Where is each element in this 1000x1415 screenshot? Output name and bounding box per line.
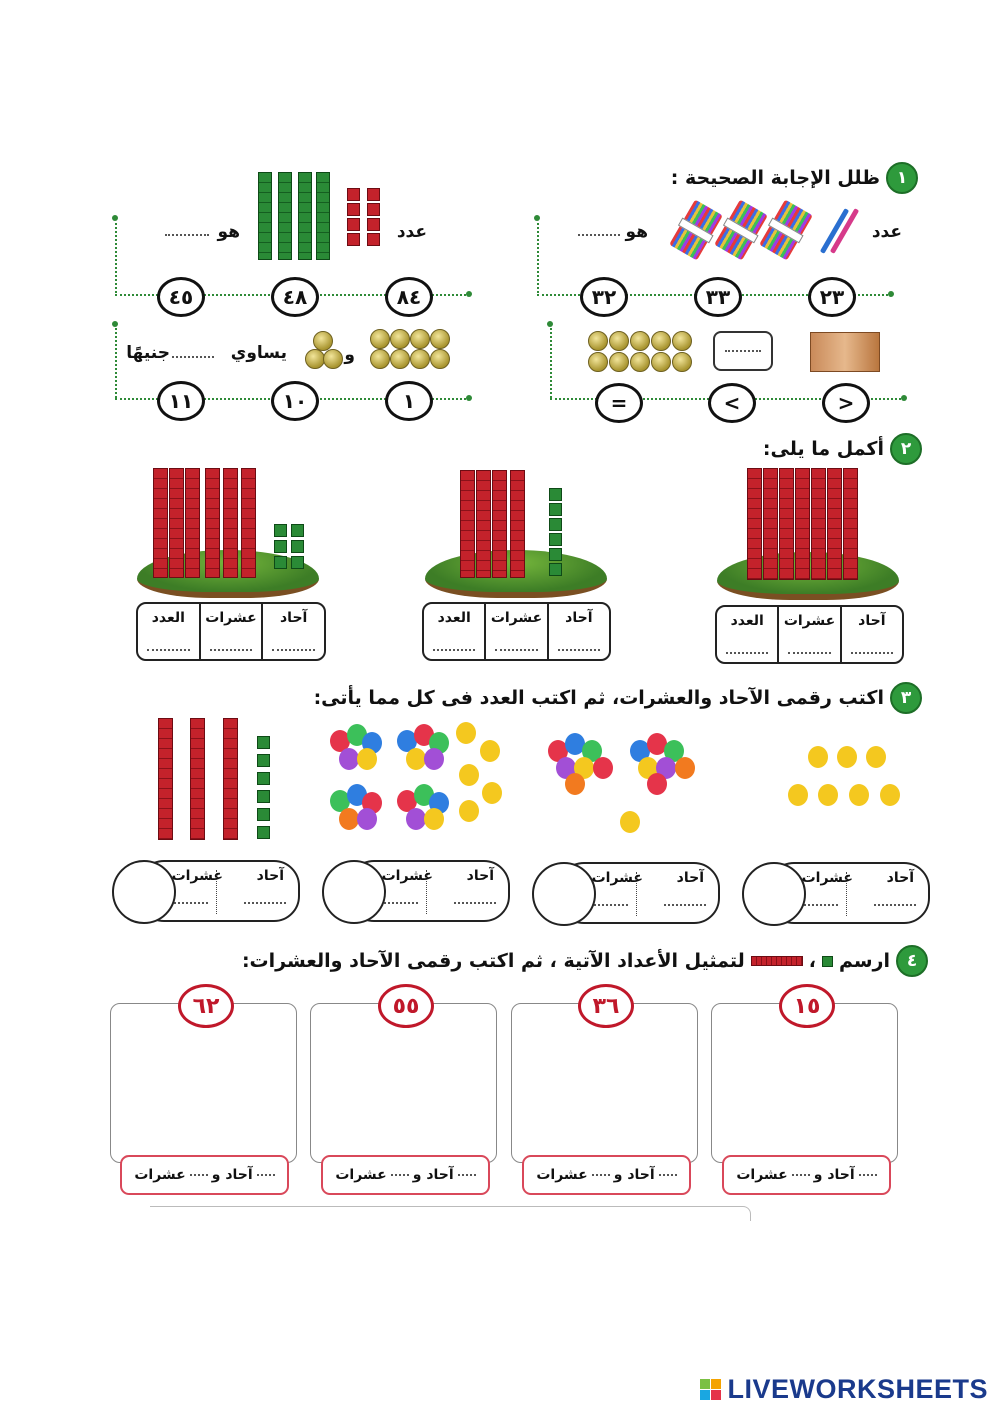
place-value-table [136, 602, 326, 661]
logo-mark-icon [700, 1379, 721, 1400]
section2-title: أكمل ما يلى: [762, 438, 884, 460]
balloon-icon [406, 748, 426, 770]
oval-divider [216, 870, 217, 914]
balloon-icon [459, 800, 479, 822]
q4-answer-blank[interactable] [172, 356, 214, 358]
balloon-icon [808, 746, 828, 768]
q2-connector [115, 218, 117, 293]
q4-dot [112, 321, 118, 327]
ten-rod [223, 468, 238, 578]
q3-dot [547, 321, 553, 327]
q4-connector [115, 324, 117, 398]
ones-input[interactable] [454, 902, 496, 904]
coin-icon [370, 349, 390, 369]
q2-dot-end [466, 291, 472, 297]
unit-cube [367, 218, 380, 231]
unit-cube [367, 233, 380, 246]
tens-input[interactable] [210, 648, 252, 651]
balloon-icon [406, 808, 426, 830]
balloon-icon [675, 757, 695, 779]
ones-cell [840, 607, 902, 662]
balloon-icon [593, 757, 613, 779]
coin-icon [672, 352, 692, 372]
balloon-icon [339, 748, 359, 770]
tens-input[interactable] [190, 1174, 208, 1176]
unit-cube [257, 754, 270, 767]
q4-currency: جنيهًا [126, 343, 170, 363]
balloon-icon [565, 773, 585, 795]
ten-rod [476, 470, 491, 578]
number-input[interactable] [433, 648, 475, 651]
coin-icon [370, 329, 390, 349]
tens-cell [777, 607, 839, 662]
ten-rod [763, 468, 778, 580]
section1-badge: ١ [886, 162, 918, 194]
ten-rod [747, 468, 762, 580]
balloon-icon [788, 784, 808, 806]
unit-cube [367, 203, 380, 216]
balloon-icon [866, 746, 886, 768]
coin-icon [630, 331, 650, 351]
number-header: العدد [730, 613, 764, 629]
coin-icon [430, 349, 450, 369]
q1-dot-end [888, 291, 894, 297]
ten-rod [158, 718, 173, 840]
ten-rod [811, 468, 826, 580]
coin-icon [313, 331, 333, 351]
q3-connector [550, 324, 552, 398]
unit-cube [257, 736, 270, 749]
ten-rod [795, 468, 810, 580]
pencil-bundle-icon [759, 199, 813, 260]
balloon-icon [880, 784, 900, 806]
q3-compare-box[interactable] [713, 331, 773, 371]
unit-cube [549, 488, 562, 501]
ten-rod [460, 470, 475, 578]
unit-cube [347, 218, 360, 231]
ones-input[interactable] [859, 1174, 877, 1176]
q1-dot [534, 215, 540, 221]
ones-input[interactable] [558, 648, 600, 651]
tens-header: عشرات [205, 610, 257, 626]
oval-divider [846, 872, 847, 916]
tens-cell [199, 604, 262, 659]
unit-cube [257, 808, 270, 821]
q3-dot-end [901, 395, 907, 401]
ones-input[interactable] [874, 904, 916, 906]
section3-title: اكتب رقمى الآحاد والعشرات، ثم اكتب العدد فى كل مما يأتى: [313, 687, 884, 709]
balloon-icon [837, 746, 857, 768]
ten-rod [190, 718, 205, 840]
liveworksheets-logo [700, 1374, 988, 1405]
q2-option-3[interactable]: ٤٥ [157, 277, 205, 317]
coin-icon [588, 352, 608, 372]
balloon-icon [357, 808, 377, 830]
unit-cube [291, 556, 304, 569]
q1-prefix: عدد [871, 222, 902, 242]
ten-rod [316, 172, 330, 260]
unit-cube [257, 772, 270, 785]
oval-divider [636, 872, 637, 916]
unit-cube [549, 533, 562, 546]
section4-title-c: لتمثيل الأعداد الآتية ، ثم اكتب رقمى الآحاد والعشرات: [241, 950, 745, 972]
ones-header: آحاد [886, 870, 914, 886]
ten-rod [843, 468, 858, 580]
coin-icon [609, 352, 629, 372]
coin-icon [609, 331, 629, 351]
q3-option-3[interactable]: = [595, 383, 643, 423]
coin-icon [305, 349, 325, 369]
unit-cube [257, 826, 270, 839]
coin-icon [588, 331, 608, 351]
coin-icon [430, 329, 450, 349]
ones-input[interactable] [659, 1174, 677, 1176]
ones-label: آحاد و [613, 1167, 655, 1183]
answer-bar [522, 1155, 691, 1195]
oval-divider [426, 870, 427, 914]
unit-cube [347, 188, 360, 201]
q4-option-3[interactable]: ١١ [157, 381, 205, 421]
ones-input[interactable] [257, 1174, 275, 1176]
balloon-icon [424, 808, 444, 830]
unit-cube [291, 524, 304, 537]
target-number: ٥٥ [378, 984, 434, 1028]
balloon-icon [647, 773, 667, 795]
ten-rod [223, 718, 238, 840]
ones-header: آحاد [256, 868, 284, 884]
ones-header: آحاد [676, 870, 704, 886]
target-number: ١٥ [779, 984, 835, 1028]
balloon-icon [456, 722, 476, 744]
number-cell [138, 604, 199, 659]
unit-cube [274, 540, 287, 553]
unit-cube [549, 548, 562, 561]
brand-name: LIVEWORKSHEETS [727, 1374, 988, 1404]
ten-rod [169, 468, 184, 578]
answer-bar [722, 1155, 891, 1195]
tens-cell [484, 604, 546, 659]
number-header: العدد [437, 610, 471, 626]
tens-header: عشرات [171, 868, 223, 884]
ten-rod [241, 468, 256, 578]
tens-label: عشرات [736, 1167, 788, 1183]
section3-badge: ٣ [890, 682, 922, 714]
balloon-icon [459, 764, 479, 786]
ten-rod [492, 470, 507, 578]
ones-header: آحاد [466, 868, 494, 884]
tens-header: عشرات [490, 610, 543, 626]
q4-equals: يساوي [230, 343, 287, 363]
q1-option-3[interactable]: ٣٢ [580, 277, 628, 317]
q3-blank [725, 350, 761, 352]
ones-cell [547, 604, 609, 659]
coin-icon [672, 331, 692, 351]
tens-label: عشرات [335, 1167, 387, 1183]
coin-icon [410, 329, 430, 349]
q1-option-2[interactable]: ٣٣ [694, 277, 742, 317]
balloon-icon [849, 784, 869, 806]
answer-bar [120, 1155, 289, 1195]
number-answer-circle[interactable] [742, 862, 806, 926]
q4-dot-end [466, 395, 472, 401]
target-number: ٦٢ [178, 984, 234, 1028]
tens-input[interactable] [495, 648, 537, 651]
section1-title: ظلل الإجابة الصحيحة : [670, 167, 880, 189]
ten-rod [185, 468, 200, 578]
ones-input[interactable] [272, 648, 314, 651]
unit-cube [347, 203, 360, 216]
balloon-icon [424, 748, 444, 770]
section1-heading [671, 162, 918, 194]
ones-input[interactable] [851, 651, 893, 654]
tens-label: عشرات [536, 1167, 588, 1183]
cut-off-strip [150, 1206, 751, 1221]
unit-cube [257, 790, 270, 803]
balloon-icon [480, 740, 500, 762]
ten-rod [278, 172, 292, 260]
tens-input[interactable] [592, 1174, 610, 1176]
q3-option-1[interactable]: > [822, 383, 870, 423]
unit-cube [274, 556, 287, 569]
q2-dot [112, 215, 118, 221]
ones-header: آحاد [565, 610, 593, 626]
place-value-table [715, 605, 904, 664]
ones-label: آحاد و [412, 1167, 454, 1183]
q2-answer-blank[interactable] [165, 234, 209, 236]
tens-input[interactable] [792, 1174, 810, 1176]
coin-icon [390, 329, 410, 349]
unit-cube [347, 233, 360, 246]
ten-rod-icon [751, 956, 803, 966]
tens-input[interactable] [788, 651, 830, 654]
coin-icon [630, 352, 650, 372]
q1-answer-blank[interactable] [578, 234, 620, 236]
ones-header: آحاد [280, 610, 308, 626]
q2-prefix: عدد [396, 222, 427, 242]
balloon-icon [339, 808, 359, 830]
ten-rod [510, 470, 525, 578]
section4-heading [242, 945, 928, 977]
section2-badge: ٢ [890, 433, 922, 465]
q4-option-1[interactable]: ١ [385, 381, 433, 421]
section3-heading [314, 682, 922, 714]
q1-connector [537, 218, 539, 293]
unit-cube [549, 563, 562, 576]
ones-cell [261, 604, 324, 659]
number-answer-circle[interactable] [112, 860, 176, 924]
coin-icon [410, 349, 430, 369]
unit-cube [549, 518, 562, 531]
balloon-icon [482, 782, 502, 804]
tens-header: عشرات [801, 870, 853, 886]
ones-input[interactable] [458, 1174, 476, 1176]
pencil-bundle-icon [714, 199, 768, 260]
ten-rod [298, 172, 312, 260]
ones-label: آحاد و [211, 1167, 253, 1183]
section2-heading [763, 433, 922, 465]
ones-label: آحاد و [813, 1167, 855, 1183]
ones-input[interactable] [664, 904, 706, 906]
balloon-icon [620, 811, 640, 833]
q2-suffix: هو [217, 222, 240, 242]
ten-rod [153, 468, 168, 578]
number-cell [424, 604, 484, 659]
unit-cube [291, 540, 304, 553]
q1-suffix: هو [625, 222, 648, 242]
place-value-table [422, 602, 611, 661]
pencil-bundle-icon [669, 199, 723, 260]
tens-header: عشرات [591, 870, 643, 886]
tens-label: عشرات [134, 1167, 186, 1183]
ones-input[interactable] [244, 902, 286, 904]
coin-icon [651, 331, 671, 351]
unit-cube [367, 188, 380, 201]
tens-header: عشرات [381, 868, 433, 884]
q2-option-2[interactable]: ٤٨ [271, 277, 319, 317]
tens-input[interactable] [391, 1174, 409, 1176]
ten-rod [258, 172, 272, 260]
balloon-icon [818, 784, 838, 806]
banknote-icon [810, 332, 880, 372]
section4-badge: ٤ [896, 945, 928, 977]
coin-icon [651, 352, 671, 372]
q2-option-1[interactable]: ٨٤ [385, 277, 433, 317]
coin-icon [390, 349, 410, 369]
number-cell [717, 607, 777, 662]
number-answer-circle[interactable] [322, 860, 386, 924]
balloon-icon [357, 748, 377, 770]
unit-cube [549, 503, 562, 516]
q1-option-1[interactable]: ٢٣ [808, 277, 856, 317]
ones-header: آحاد [858, 613, 886, 629]
q3-option-2[interactable]: < [708, 383, 756, 423]
number-input[interactable] [726, 651, 768, 654]
q4-and: و [344, 345, 355, 365]
coin-icon [323, 349, 343, 369]
ten-rod [827, 468, 842, 580]
unit-cube [274, 524, 287, 537]
number-input[interactable] [147, 648, 189, 651]
unit-cube-icon [822, 956, 833, 967]
target-number: ٣٦ [578, 984, 634, 1028]
answer-bar [321, 1155, 490, 1195]
number-answer-circle[interactable] [532, 862, 596, 926]
ten-rod [779, 468, 794, 580]
tens-header: عشرات [783, 613, 836, 629]
section4-title-b: ، [808, 950, 816, 972]
section4-title-a: ارسم [838, 950, 890, 972]
q4-option-2[interactable]: ١٠ [271, 381, 319, 421]
ten-rod [205, 468, 220, 578]
number-header: العدد [151, 610, 185, 626]
